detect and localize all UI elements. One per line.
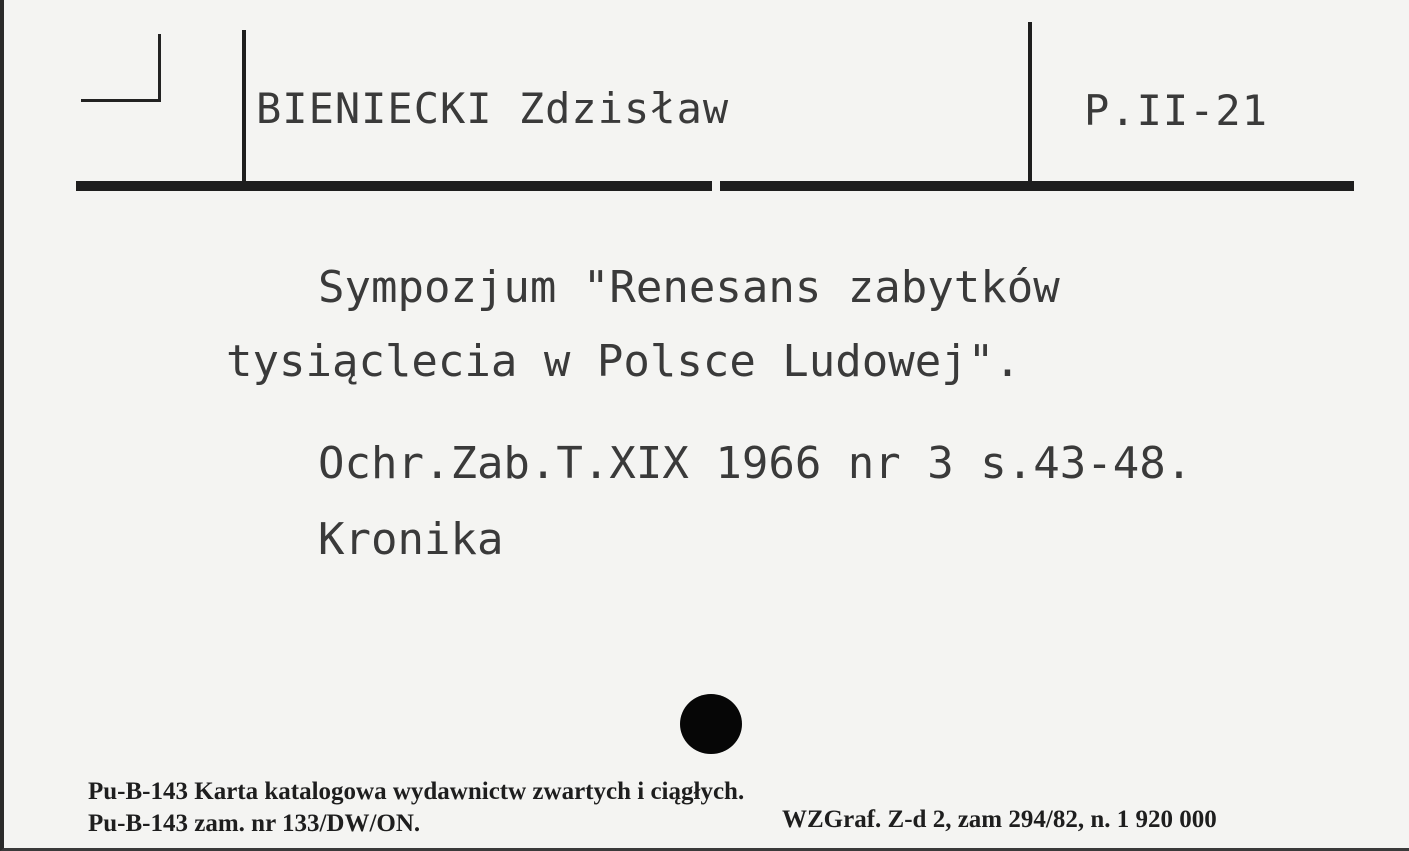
header-divider-right <box>1028 22 1032 182</box>
corner-mark <box>81 99 161 102</box>
citation: Ochr.Zab.T.XIX 1966 nr 3 s.43-48. <box>318 438 1193 489</box>
corner-mark-vertical <box>158 34 161 102</box>
header-divider-left <box>242 30 246 186</box>
header-rule-gap <box>712 181 720 191</box>
title-line-1: Sympozjum "Renesans zabytków <box>318 262 1060 313</box>
footer-line-1: Pu-B-143 Karta katalogowa wydawnictw zwartych i ciągłych. <box>88 778 745 805</box>
call-number: P.II-21 <box>1084 86 1269 135</box>
footer-line-2-right: WZGraf. Z-d 2, zam 294/82, n. 1 920 000 <box>782 806 1217 833</box>
author-name: BIENIECKI Zdzisław <box>256 84 730 133</box>
title-line-2: tysiąclecia w Polsce Ludowej". <box>226 336 1021 387</box>
footer-line-2-left: Pu-B-143 zam. nr 133/DW/ON. <box>88 810 421 837</box>
punch-hole <box>680 694 742 754</box>
section-label: Kronika <box>318 514 504 565</box>
